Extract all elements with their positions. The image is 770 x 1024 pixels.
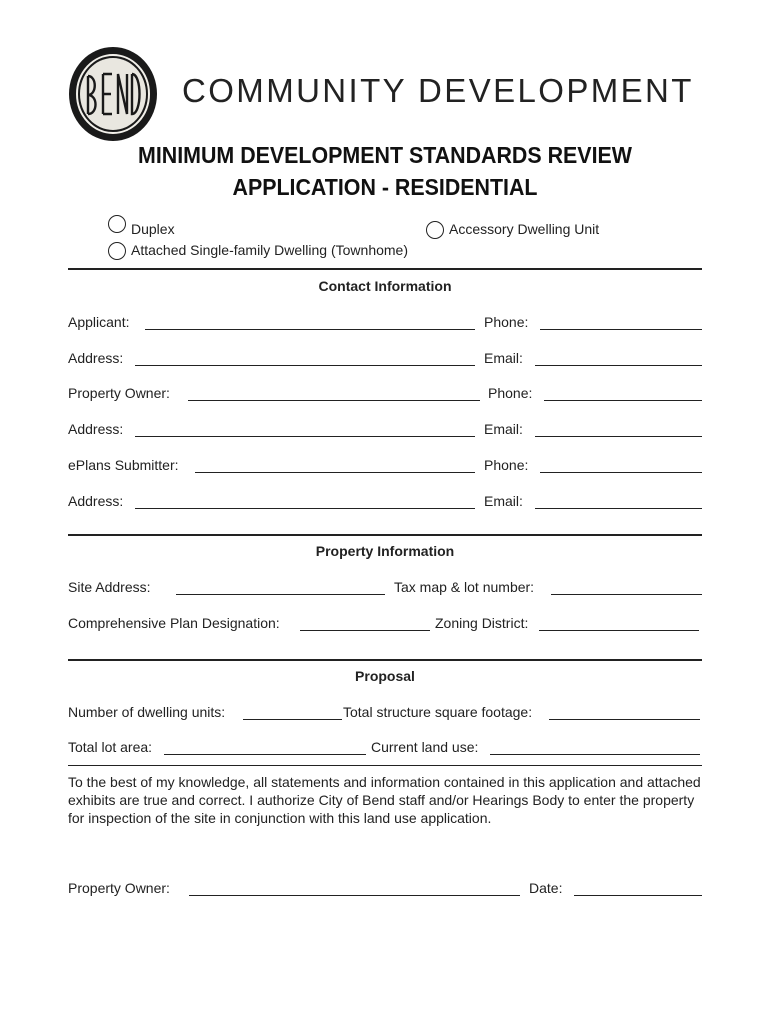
townhome-radio[interactable]	[108, 242, 126, 260]
section-divider	[68, 268, 702, 270]
lot-area-label: Total lot area:	[68, 739, 153, 755]
adu-label: Accessory Dwelling Unit	[449, 221, 600, 237]
site-address-label: Site Address:	[68, 579, 151, 595]
submitter-email-label: Email:	[484, 493, 523, 509]
owner-address-label: Address:	[68, 421, 124, 437]
eplans-submitter-field[interactable]	[195, 472, 475, 473]
comp-plan-label: Comprehensive Plan Designation:	[68, 615, 280, 631]
date-label: Date:	[529, 880, 563, 896]
proposal-section-title: Proposal	[355, 668, 415, 684]
duplex-label: Duplex	[131, 221, 175, 237]
site-address-field[interactable]	[176, 594, 385, 595]
dwelling-units-label: Number of dwelling units:	[68, 704, 226, 720]
lot-area-field[interactable]	[164, 754, 366, 755]
submitter-email-field[interactable]	[535, 508, 702, 509]
total-sqft-field[interactable]	[549, 719, 700, 720]
property-section-title: Property Information	[315, 543, 455, 559]
applicant-phone-label: Phone:	[484, 314, 529, 330]
section-divider	[68, 765, 702, 766]
section-divider	[68, 534, 702, 536]
owner-phone-label: Phone:	[488, 385, 533, 401]
submitter-address-field[interactable]	[135, 508, 475, 509]
tax-map-field[interactable]	[551, 594, 702, 595]
submitter-phone-field[interactable]	[540, 472, 702, 473]
bend-logo	[68, 46, 158, 142]
applicant-field[interactable]	[145, 329, 475, 330]
owner-signature-label: Property Owner:	[68, 880, 170, 896]
property-owner-field[interactable]	[188, 400, 480, 401]
owner-address-field[interactable]	[135, 436, 475, 437]
applicant-address-field[interactable]	[135, 365, 475, 366]
contact-section-title: Contact Information	[318, 278, 452, 294]
property-owner-label: Property Owner:	[68, 385, 170, 401]
eplans-submitter-label: ePlans Submitter:	[68, 457, 179, 473]
townhome-label: Attached Single-family Dwelling (Townhome)	[131, 242, 409, 258]
duplex-radio[interactable]	[108, 215, 126, 233]
form-title-line1: MINIMUM DEVELOPMENT STANDARDS REVIEW	[138, 142, 632, 168]
form-title-line2: APPLICATION - RESIDENTIAL	[232, 174, 538, 200]
submitter-phone-label: Phone:	[484, 457, 529, 473]
zoning-label: Zoning District:	[435, 615, 529, 631]
land-use-label: Current land use:	[371, 739, 479, 755]
section-divider	[68, 659, 702, 661]
certification-statement: To the best of my knowledge, all statements and information contained in this application and attached exhibits are true and correct. I authorize City of Bend staff and/or Hearings Body to enter the property for inspection of the site in conjunction with this land use application.	[68, 774, 701, 826]
zoning-field[interactable]	[539, 630, 699, 631]
owner-phone-field[interactable]	[544, 400, 702, 401]
tax-map-label: Tax map & lot number:	[394, 579, 535, 595]
applicant-phone-field[interactable]	[540, 329, 702, 330]
total-sqft-label: Total structure square footage:	[343, 704, 533, 720]
department-name: COMMUNITY DEVELOPMENT	[182, 72, 694, 109]
applicant-email-label: Email:	[484, 350, 523, 366]
applicant-address-label: Address:	[68, 350, 124, 366]
applicant-label: Applicant:	[68, 314, 130, 330]
comp-plan-field[interactable]	[300, 630, 430, 631]
dwelling-units-field[interactable]	[243, 719, 342, 720]
land-use-field[interactable]	[490, 754, 700, 755]
submitter-address-label: Address:	[68, 493, 124, 509]
owner-email-label: Email:	[484, 421, 523, 437]
adu-radio[interactable]	[426, 221, 444, 239]
date-field[interactable]	[574, 895, 702, 896]
owner-signature-field[interactable]	[189, 895, 520, 896]
applicant-email-field[interactable]	[535, 365, 702, 366]
owner-email-field[interactable]	[535, 436, 702, 437]
